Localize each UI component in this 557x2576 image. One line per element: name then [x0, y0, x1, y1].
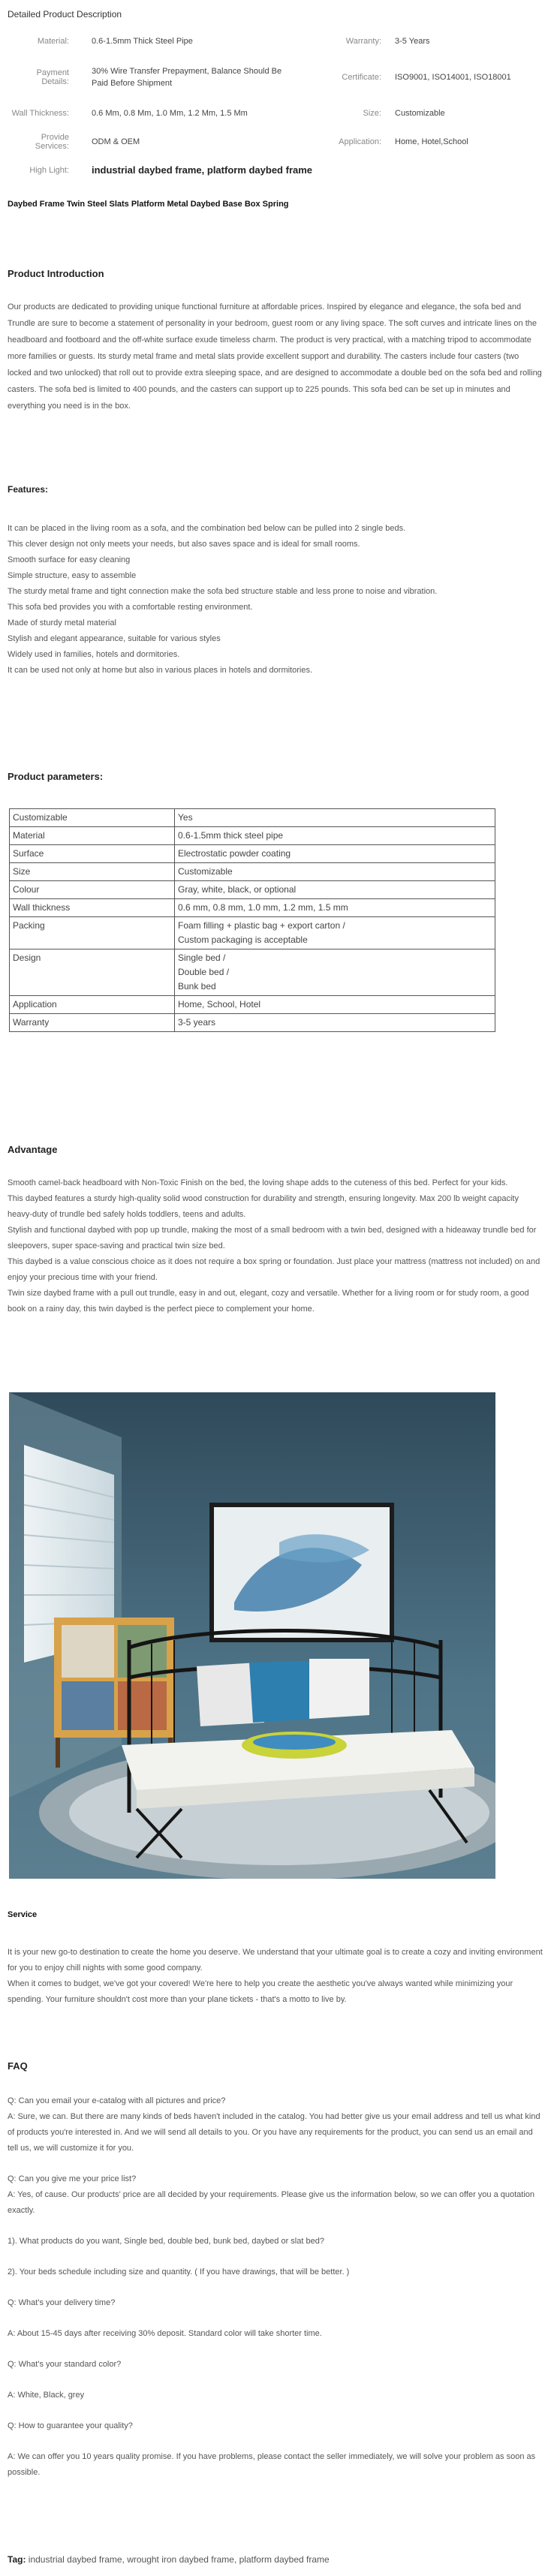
services-label: Provide Services: [35, 133, 69, 151]
faq-item: 2). Your beds schedule including size and quantity. ( If you have drawings, that will be better. ) [8, 2268, 350, 2277]
params-key: Colour [10, 881, 175, 899]
params-row [10, 881, 495, 899]
faq-answer: A: We can offer you 10 years quality promise. If you have problems, please contact the seller immediately, we will solve your problem as soon as possible. [8, 2452, 536, 2477]
faq-item: 1). What products do you want, Single bed, double bed, bunk bed, daybed or slat bed? [8, 2237, 324, 2246]
params-row [10, 845, 495, 863]
feature-item: Smooth surface for easy cleaning [8, 555, 131, 564]
warranty-label: Warranty: [345, 37, 381, 46]
service-heading: Service [8, 1910, 38, 1919]
product-photo [9, 1392, 495, 1879]
feature-item: The sturdy metal frame and tight connection make the sofa bed structure stable and less prone to noise and vibration. [8, 587, 438, 596]
payment-value: 30% Wire Transfer Prepayment, Balance Should Be Paid Before Shipment [92, 67, 282, 88]
certificate-value: ISO9001, ISO14001, ISO18001 [395, 73, 511, 82]
params-value [175, 899, 495, 917]
params-key: Size [10, 863, 175, 881]
params-value [175, 845, 495, 863]
detail-row [8, 56, 548, 99]
params-row [10, 899, 495, 917]
faq-question: Q: How to guarantee your quality? [8, 2421, 133, 2430]
params-value [175, 827, 495, 845]
feature-item: Made of sturdy metal material [8, 618, 116, 627]
params-key: Design [10, 949, 175, 996]
faq-answer: A: White, Black, grey [8, 2391, 85, 2400]
params-value [175, 1014, 495, 1032]
warranty-value: 3-5 Years [395, 37, 430, 46]
section-title: Detailed Product Description [8, 9, 122, 20]
params-value-line: Gray, white, black, or optional [178, 884, 297, 895]
params-table [9, 808, 495, 1032]
detail-row [8, 27, 548, 56]
size-value: Customizable [395, 109, 445, 118]
wall-thickness-value: 0.6 Mm, 0.8 Mm, 1.0 Mm, 1.2 Mm, 1.5 Mm [92, 109, 248, 118]
params-row [10, 809, 495, 827]
params-value-line: Bunk bed [178, 981, 216, 992]
feature-item: Stylish and elegant appearance, suitable for various styles [8, 634, 221, 643]
params-value [175, 863, 495, 881]
params-key: Packing [10, 917, 175, 949]
params-value [175, 996, 495, 1014]
faq-heading: FAQ [8, 2060, 28, 2072]
highlight-value: industrial daybed frame, platform daybed frame [92, 164, 313, 176]
feature-item: This sofa bed provides you with a comfortable resting environment. [8, 603, 253, 612]
params-key: Customizable [10, 809, 175, 827]
faq-list [8, 2093, 543, 2481]
detail-row [8, 156, 548, 185]
faq-question: Q: What's your standard color? [8, 2360, 122, 2369]
detail-row [8, 128, 548, 156]
faq-question: Q: What's your delivery time? [8, 2298, 116, 2307]
tag-label: Tag: [8, 2554, 26, 2565]
params-value [175, 949, 495, 996]
tag-line [8, 2554, 330, 2565]
feature-item: It can be used not only at home but also in various places in hotels and dormitories. [8, 666, 313, 675]
params-value-line: Customizable [178, 866, 233, 877]
feature-item: Simple structure, easy to assemble [8, 571, 137, 580]
params-value [175, 809, 495, 827]
payment-label: Payment Details: [36, 68, 69, 86]
params-value-line: Foam filling + plastic bag + export carton / [178, 920, 345, 931]
wall-thickness-label: Wall Thickness: [11, 109, 69, 118]
params-value-line: Yes [178, 812, 193, 823]
advantage-text [8, 1175, 543, 1317]
params-value-line: Electrostatic powder coating [178, 848, 291, 859]
size-label: Size: [363, 109, 381, 118]
faq-answer: A: Yes, of cause. Our products' price are all decided by your requirements. Please give us the information below, so we can offer you a quotation exactly. [8, 2190, 535, 2215]
feature-item: This clever design not only meets your needs, but also saves space and is ideal for small rooms. [8, 540, 360, 549]
service-paragraph: When it comes to budget, we've got your covered! We're here to help you create the aesthetic you've always wanted while minimizing your spending. Your furniture shouldn't cost more than your plane tickets - that's a motto to live by. [8, 1979, 513, 2004]
service-text [8, 1945, 543, 2008]
advantage-heading: Advantage [8, 1144, 58, 1155]
intro-text: Our products are dedicated to providing unique functional furniture at affordable prices. Inspired by elegance and elegance, the sofa bed and Trundle are sure to become a statement of personality in your bedroom, guest room or any living space. The soft curves and intricate lines on the headboard and footboard and the off-white surface exude timeless charm. The product is very practical, with a matching tripod to accommodate more families or guests. Its sturdy metal frame and metal slats provide excellent support and durability. The casters include four casters (two locked and two unlocked) that roll out to provide extra sleeping space, and are designed to accommodate a double bed on the sofa bed and rolling casters. The sofa bed is limited to 400 pounds, and the casters can support up to 225 pounds. This sofa bed can be set up in minutes and everything you need is in the box. [8, 302, 542, 411]
params-row [10, 917, 495, 949]
application-label: Application: [339, 137, 381, 146]
features-list [8, 521, 543, 679]
params-value [175, 917, 495, 949]
faq-answer: A: About 15-45 days after receiving 30% deposit. Standard color will take shorter time. [8, 2329, 322, 2338]
params-row [10, 827, 495, 845]
params-value-line: Home, School, Hotel [178, 999, 261, 1010]
service-paragraph: It is your new go-to destination to create the home you deserve. We understand that your ultimate goal is to create a cozy and inviting environment for you to enjoy chill nights with some good company. [8, 1948, 543, 1973]
params-row [10, 996, 495, 1014]
params-row [10, 863, 495, 881]
params-key: Application [10, 996, 175, 1014]
params-key: Surface [10, 845, 175, 863]
params-value-line: 0.6-1.5mm thick steel pipe [178, 830, 284, 841]
params-key: Warranty [10, 1014, 175, 1032]
params-key: Wall thickness [10, 899, 175, 917]
detail-row [8, 99, 548, 128]
feature-item: It can be placed in the living room as a sofa, and the combination bed below can be pulled into 2 single beds. [8, 524, 406, 533]
faq-question: Q: Can you email your e-catalog with all pictures and price? [8, 2096, 226, 2105]
tag-links[interactable]: industrial daybed frame, wrought iron daybed frame, platform daybed frame [28, 2554, 330, 2565]
features-heading: Features: [8, 484, 49, 495]
material-value: 0.6-1.5mm Thick Steel Pipe [92, 37, 193, 46]
params-value-line: Single bed / [178, 952, 226, 963]
product-detail-table [8, 27, 548, 185]
params-row [10, 1014, 495, 1032]
params-value-line: Custom packaging is acceptable [178, 934, 308, 945]
certificate-label: Certificate: [342, 73, 381, 82]
material-label: Material: [37, 37, 69, 46]
advantage-paragraph: Smooth camel-back headboard with Non-Toxic Finish on the bed, the loving shape adds to the cuteness of this bed. Perfect for your kids. [8, 1178, 508, 1187]
application-value: Home, Hotel,School [395, 137, 468, 146]
advantage-paragraph: This daybed features a sturdy high-quality solid wood construction for durability and strength, ensuring longevity. Max 200 lb weight capacity heavy-duty of trundle bed safely holds toddlers, teens and adults. [8, 1194, 519, 1219]
params-heading: Product parameters: [8, 771, 104, 782]
params-value-line: 0.6 mm, 0.8 mm, 1.0 mm, 1.2 mm, 1.5 mm [178, 902, 348, 913]
params-key: Material [10, 827, 175, 845]
highlight-label: High Light: [29, 166, 69, 175]
faq-answer: A: Sure, we can. But there are many kinds of beds haven't included in the catalog. You had better give us your email address and tell us what kind of products you're interested in. And we will send all details to you. Or you have any requirements for the product, you can send us an email and tell us, we will customize it for you. [8, 2112, 540, 2153]
feature-item: Widely used in families, hotels and dormitories. [8, 650, 180, 659]
params-value-line: 3-5 years [178, 1017, 216, 1028]
params-value [175, 881, 495, 899]
advantage-paragraph: This daybed is a value conscious choice as it does not require a box spring or foundation. Just place your mattress (mattress not included) on and enjoy your precious time with your friend. [8, 1257, 540, 1282]
params-row [10, 949, 495, 996]
intro-heading: Product Introduction [8, 268, 104, 279]
advantage-paragraph: Twin size daybed frame with a pull out trundle, easy in and out, elegant, cozy and versatile. Whether for a living room or for study room, a good book on a rainy day, this twin daybed is the perfect piece to complement your home. [8, 1289, 529, 1314]
faq-question: Q: Can you give me your price list? [8, 2174, 137, 2183]
product-subtitle: Daybed Frame Twin Steel Slats Platform Metal Daybed Base Box Spring [8, 200, 289, 209]
services-value: ODM & OEM [92, 137, 140, 146]
params-value-line: Double bed / [178, 967, 230, 977]
advantage-paragraph: Stylish and functional daybed with pop up trundle, making the most of a small bedroom with a twin bed, designed with a hideaway trundle bed for sleepovers, super space-saving and practical twin size bed. [8, 1226, 537, 1250]
